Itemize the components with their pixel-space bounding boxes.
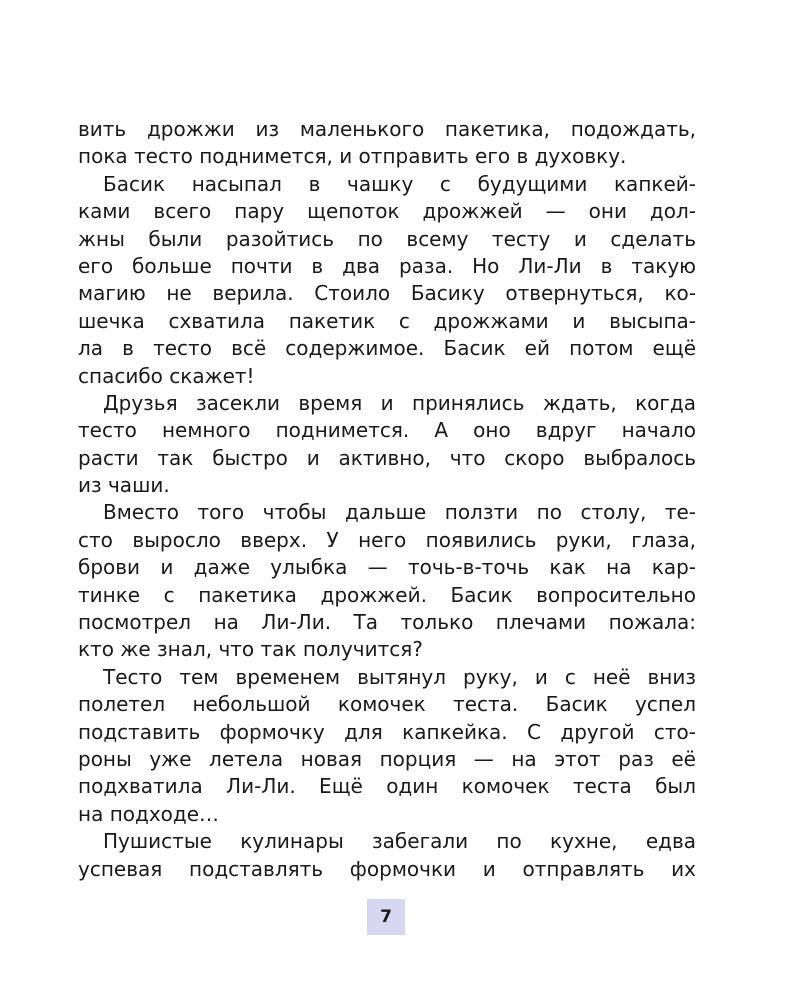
text-line: успевая подставлять формочки и отправлять их [78, 856, 696, 881]
page-body-text [78, 116, 696, 883]
text-line: магию не верила. Стоило Басику отвернуться, ко- [78, 281, 696, 306]
paragraph [78, 116, 696, 171]
text-line: Басик насыпал в чашку с будущими капкей- [103, 171, 696, 196]
text-line: спасибо скажет! [78, 363, 255, 388]
paragraph [78, 499, 696, 663]
text-line: кто же знал, что так получится? [78, 637, 423, 662]
text-line: тесто немного поднимется. А оно вдруг начало [78, 418, 696, 443]
text-line: брови и даже улыбка — точь-в-точь как на кар- [78, 555, 696, 580]
text-line: на подходе… [78, 801, 220, 826]
text-line: шечка схватила пакетик с дрожжами и высыпа- [78, 308, 696, 333]
text-line: Тесто тем временем вытянул руку, и с неё вниз [103, 664, 696, 689]
text-line: посмотрел на Ли-Ли. Та только плечами пожала: [78, 610, 696, 635]
text-line: подхватила Ли-Ли. Ещё один комочек теста был [78, 774, 696, 799]
text-line: жны были разойтись по всему тесту и сделать [78, 226, 696, 251]
text-line: из чаши. [78, 473, 170, 498]
text-line: его больше почти в два раза. Но Ли-Ли в такую [78, 253, 696, 278]
page-number: 7 [367, 899, 405, 935]
paragraph [78, 828, 696, 883]
text-line: полетел небольшой комочек теста. Басик успел [78, 692, 696, 717]
text-line: вить дрожжи из маленького пакетика, подождать, [78, 117, 696, 141]
text-line: Друзья засекли время и принялись ждать, когда [103, 390, 696, 415]
text-line: подставить формочку для капкейка. С другой сто- [78, 719, 696, 744]
text-line: ками всего пару щепоток дрожжей — они дол- [78, 199, 696, 224]
paragraph [78, 171, 696, 390]
text-line: тинке с пакетика дрожжей. Басик вопросительно [78, 582, 696, 607]
paragraph [78, 390, 696, 500]
text-line: сто выросло вверх. У него появились руки, глаза, [78, 527, 696, 552]
text-line: Пушистые кулинары забегали по кухне, едва [103, 829, 696, 854]
text-line: ла в тесто всё содержимое. Басик ей потом ещё [78, 336, 696, 361]
paragraph [78, 664, 696, 828]
text-line: пока тесто поднимется, и отправить его в духовку. [78, 144, 627, 169]
text-line: Вместо того чтобы дальше ползти по столу, те- [103, 500, 696, 525]
text-line: расти так быстро и активно, что скоро выбралось [78, 445, 696, 470]
text-line: роны уже летела новая порция — на этот раз её [78, 746, 696, 771]
